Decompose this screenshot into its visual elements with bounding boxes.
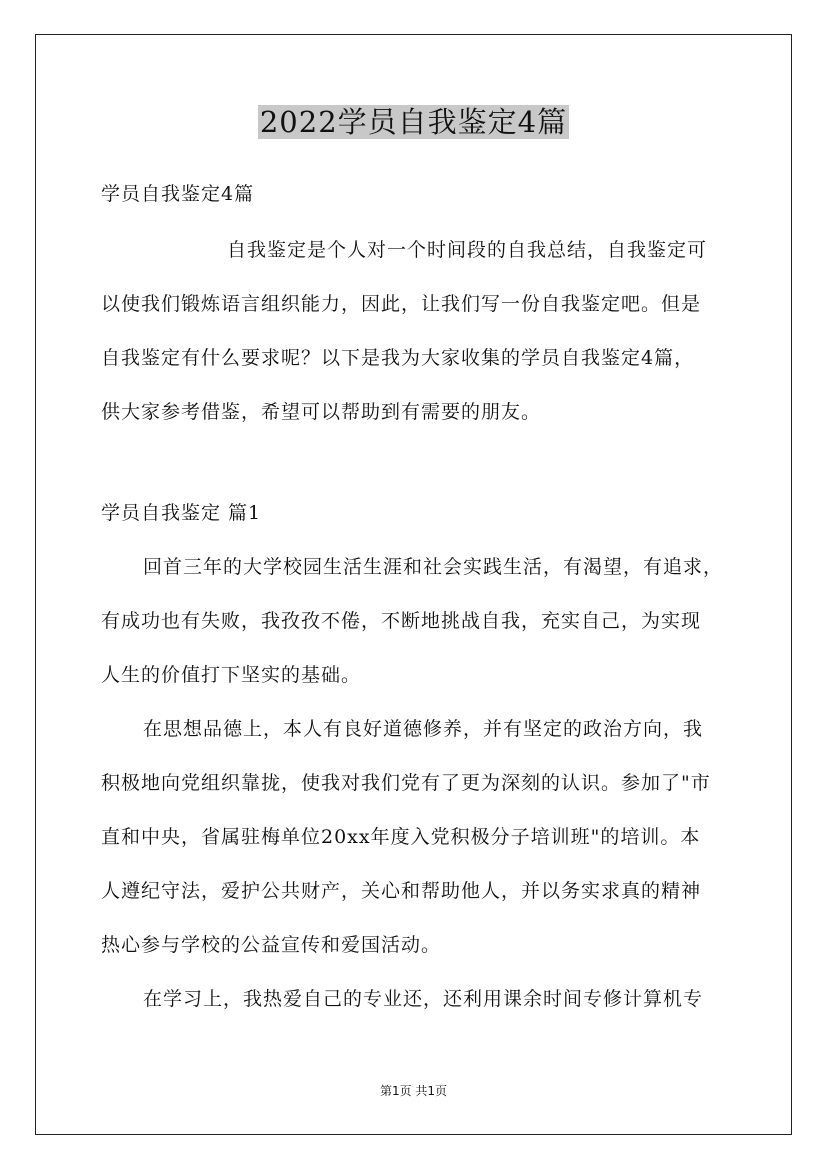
- paragraph-line: 热心参与学校的公益宣传和爱国活动。: [101, 934, 442, 956]
- paragraph-line: 人遵纪守法，爱护公共财产，关心和帮助他人，并以务实求真的精神: [101, 880, 702, 902]
- paragraph-2: [101, 710, 729, 964]
- paragraph-line: 直和中央，省属驻梅单位20xx年度入党积极分子培训班"的培训。本: [101, 826, 701, 848]
- intro-line: 自我鉴定是个人对一个时间段的自我总结，自我鉴定可: [227, 239, 708, 261]
- section-heading: 学员自我鉴定 篇1: [101, 502, 262, 524]
- document-title: [0, 100, 827, 144]
- page-number: 第1页 共1页: [379, 1084, 448, 1098]
- intro-line: 以使我们锻炼语言组织能力，因此，让我们写一份自我鉴定吧。但是: [101, 293, 702, 315]
- subtitle: 学员自我鉴定4篇: [101, 183, 255, 205]
- intro-paragraph: [101, 231, 729, 431]
- paragraph-line: 积极地向党组织靠拢，使我对我们党有了更为深刻的认识。参加了"市: [101, 772, 711, 794]
- paragraph-1: [101, 548, 729, 694]
- page-footer: [0, 1083, 827, 1099]
- intro-line: 供大家参考借鉴，希望可以帮助到有需要的朋友。: [101, 401, 542, 423]
- document-title-text: 2022学员自我鉴定4篇: [259, 105, 568, 139]
- paragraph-line: 在思想品德上，本人有良好道德修养，并有坚定的政治方向，我: [143, 718, 704, 740]
- paragraph-line: 人生的价值打下坚实的基础。: [101, 664, 362, 686]
- paragraph-line: 有成功也有失败，我孜孜不倦，不断地挑战自我，充实自己，为实现: [101, 610, 702, 632]
- paragraph-line: 在学习上，我热爱自己的专业还，还利用课余时间专修计算机专: [143, 988, 704, 1010]
- document-body: [101, 175, 729, 1018]
- paragraph-line: 回首三年的大学校园生活生涯和社会实践生活，有渴望，有追求，: [143, 556, 724, 578]
- paragraph-3: [101, 980, 729, 1018]
- intro-line: 自我鉴定有什么要求呢？以下是我为大家收集的学员自我鉴定4篇，: [101, 347, 695, 369]
